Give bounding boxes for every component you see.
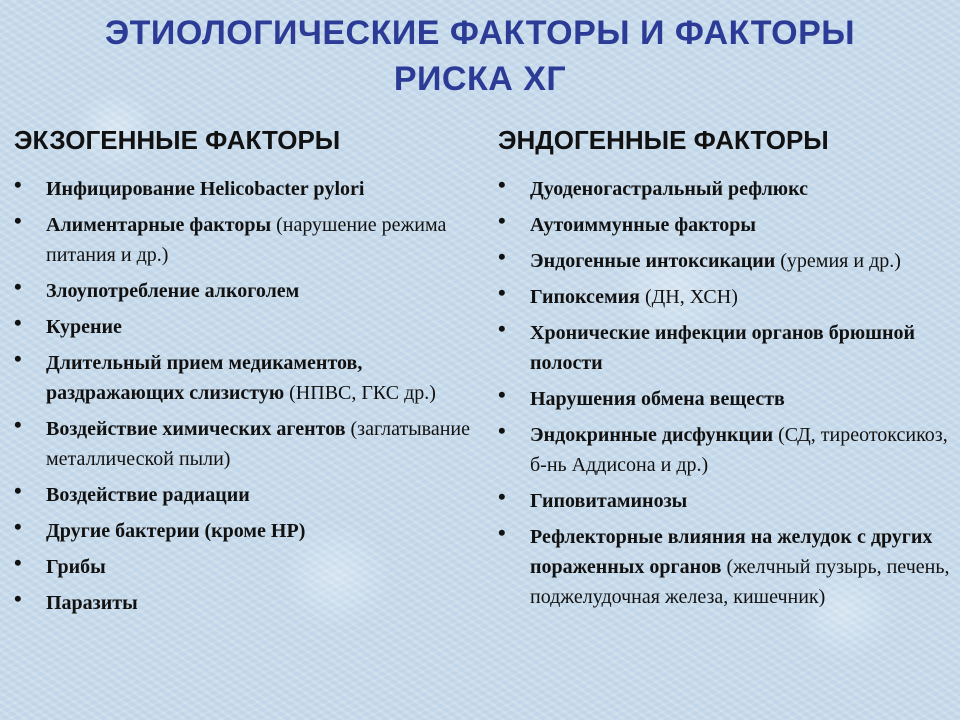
bullet-icon: • — [14, 274, 22, 299]
item-bold-text: Эндокринные дисфункции — [530, 424, 774, 446]
bullet-icon: • — [14, 346, 22, 371]
endogenous-column — [498, 118, 953, 618]
item-note-text: (заглатывание металлической пыли) — [46, 418, 470, 470]
list-item — [14, 516, 482, 546]
bullet-icon: • — [498, 316, 506, 341]
item-bold-text: Эндогенные интоксикации — [530, 250, 776, 272]
endogenous-heading: ЭНДОГЕННЫЕ ФАКТОРЫ — [498, 125, 829, 155]
list-item — [14, 210, 482, 270]
item-note-text: (нарушение режима питания и др.) — [46, 214, 447, 266]
bullet-icon: • — [14, 514, 22, 539]
item-bold-text: Гиповитаминозы — [530, 490, 688, 512]
list-item — [498, 318, 953, 378]
item-bold-text: Длительный прием медикаментов, раздражающих слизистую — [46, 352, 363, 404]
bullet-icon: • — [14, 412, 22, 437]
list-item — [498, 384, 953, 414]
bullet-icon: • — [498, 418, 506, 443]
list-item — [14, 552, 482, 582]
exogenous-heading: ЭКЗОГЕННЫЕ ФАКТОРЫ — [14, 125, 341, 155]
slide-title-line1: ЭТИОЛОГИЧЕСКИЕ ФАКТОРЫ И ФАКТОРЫ — [104, 14, 856, 52]
item-bold-text: Грибы — [46, 556, 106, 578]
item-bold-text: Нарушения обмена веществ — [530, 388, 785, 410]
item-bold-text: Дуоденогастральный рефлюкс — [530, 178, 808, 200]
bullet-icon: • — [498, 244, 506, 269]
list-item — [498, 486, 953, 516]
bullet-icon: • — [498, 172, 506, 197]
bullet-icon: • — [498, 208, 506, 233]
exogenous-column — [14, 118, 482, 624]
bullet-icon: • — [14, 586, 22, 611]
item-bold-text: Аутоиммунные факторы — [530, 214, 756, 236]
list-item — [498, 210, 953, 240]
item-note-text: (НПВС, ГКС др.) — [289, 382, 436, 404]
item-bold-text: Злоупотребление алкоголем — [46, 280, 300, 302]
item-bold-text: Гипоксемия — [530, 286, 640, 308]
list-item — [14, 348, 482, 408]
bullet-icon: • — [14, 208, 22, 233]
list-item — [498, 420, 953, 480]
item-bold-text: Рефлекторные влияния на желудок с других пораженных органов — [530, 526, 933, 578]
endogenous-list — [498, 174, 953, 612]
bullet-icon: • — [498, 280, 506, 305]
list-item — [498, 522, 953, 612]
list-item — [14, 174, 482, 204]
item-bold-text: Алиментарные факторы — [46, 214, 272, 236]
list-item — [498, 282, 953, 312]
bullet-icon: • — [14, 310, 22, 335]
item-bold-text: Воздействие радиации — [46, 484, 250, 506]
item-bold-text: Хронические инфекции органов брюшной полости — [530, 322, 916, 374]
list-item — [498, 246, 953, 276]
list-item — [14, 480, 482, 510]
bullet-icon: • — [498, 520, 506, 545]
list-item — [498, 174, 953, 204]
slide-title-line2: РИСКА ХГ — [393, 60, 567, 98]
bullet-icon: • — [498, 382, 506, 407]
bullet-icon: • — [498, 484, 506, 509]
item-note-text: (желчный пузырь, печень, поджелудочная железа, кишечник) — [530, 556, 950, 608]
item-bold-text: Другие бактерии (кроме НР) — [46, 520, 306, 542]
item-bold-text: Паразиты — [46, 592, 138, 614]
item-note-text: (СД, тиреотоксикоз, б-нь Аддисона и др.) — [530, 424, 948, 476]
bullet-icon: • — [14, 478, 22, 503]
item-bold-text: Воздействие химических агентов — [46, 418, 346, 440]
exogenous-list — [14, 174, 482, 618]
list-item — [14, 312, 482, 342]
list-item — [14, 588, 482, 618]
slide-title — [0, 10, 960, 102]
item-bold-text: Курение — [46, 316, 122, 338]
bullet-icon: • — [14, 172, 22, 197]
bullet-icon: • — [14, 550, 22, 575]
item-note-text: (уремия и др.) — [780, 250, 901, 272]
item-bold-text: Инфицирование Helicobacter pylori — [46, 178, 365, 200]
list-item — [14, 276, 482, 306]
item-note-text: (ДН, ХСН) — [645, 286, 738, 308]
list-item — [14, 414, 482, 474]
